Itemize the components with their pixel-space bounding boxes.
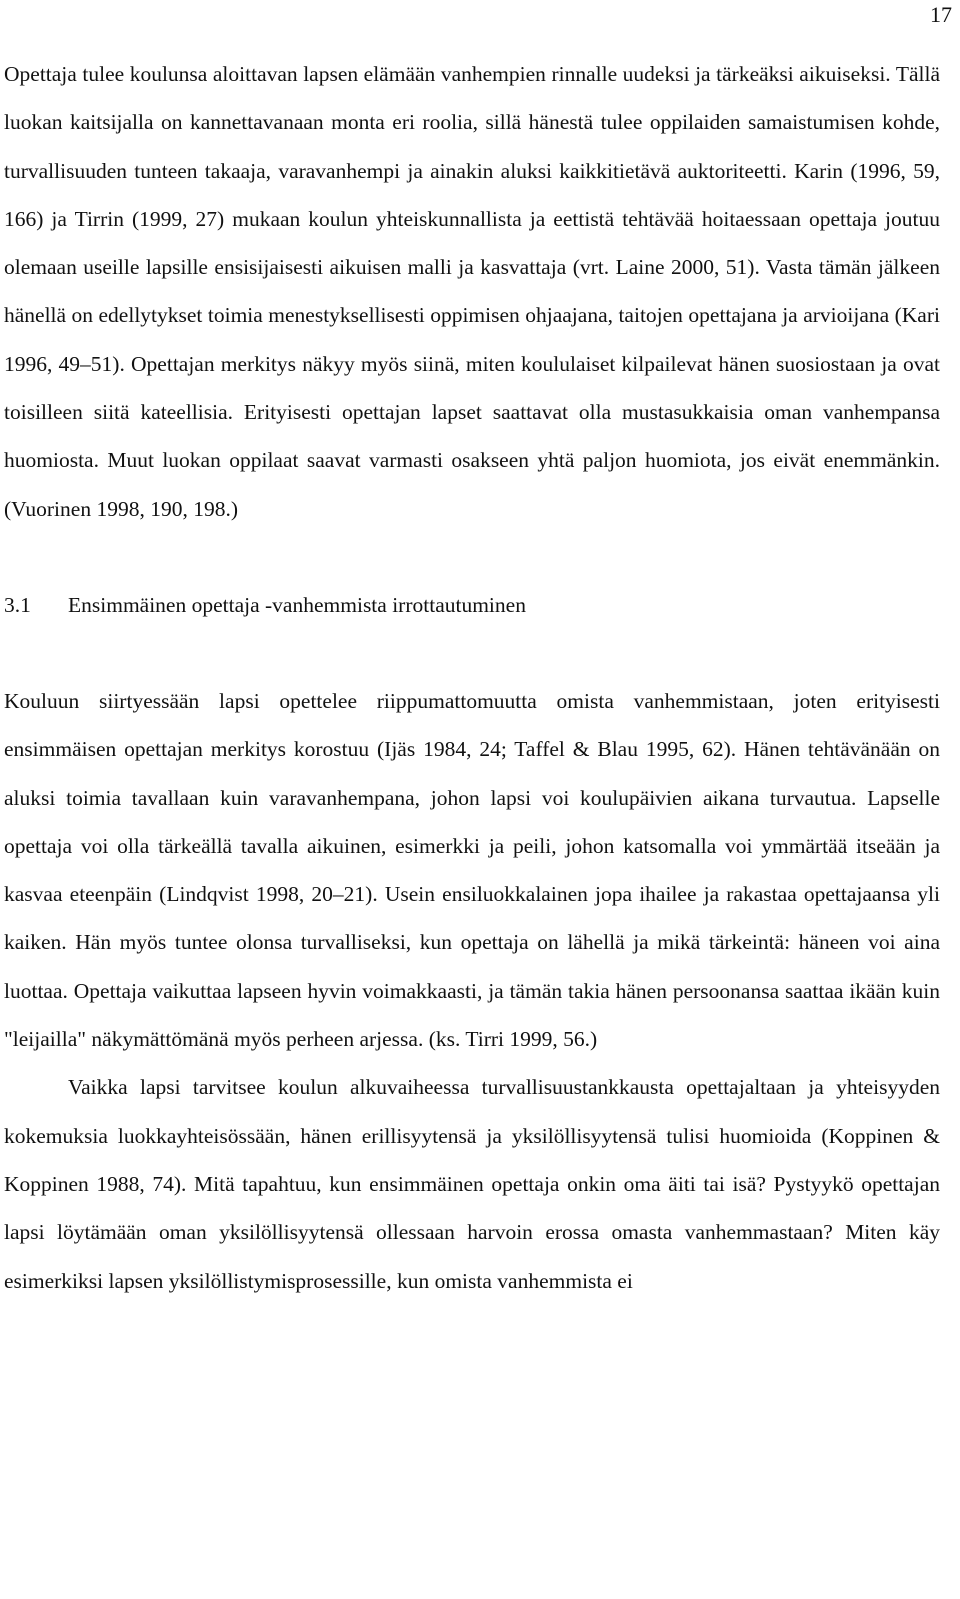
paragraph-2: Kouluun siirtyessään lapsi opettelee riippumattomuutta omista vanhemmistaan, joten erityisesti ensimmäisen opettajan merkitys korostuu (Ijäs 1984, 24; Taffel & Blau 1995, 62). Hänen tehtävänään on aluksi toimia tavallaan kuin varavanhempana, johon lapsi voi koulupäivien aikana turvautua. Lapselle opettaja voi olla tärkeällä tavalla aikuinen, esimerkki ja peili, johon katsomalla voi ymmärtää itseään ja kasvaa eteenpäin (Lindqvist 1998, 20–21). Usein ensiluokkalainen jopa ihailee ja rakastaa opettajaansa yli kaiken. Hän myös tuntee olonsa turvalliseksi, kun opettaja on lähellä ja mikä tärkeintä: häneen voi aina luottaa. Opettaja vaikuttaa lapseen hyvin voimakkaasti, ja tämän takia hänen persoonansa saattaa ikään kuin "leijailla" näkymättömänä myös perheen arjessa. (ks. Tirri 1999, 56.)	[4, 688, 940, 1052]
paragraph-1: Opettaja tulee koulunsa aloittavan lapsen elämään vanhempien rinnalle uudeksi ja tärkeäksi aikuiseksi. Tällä luokan kaitsijalla on kannettavanaan monta eri roolia, sillä hänestä tulee oppilaiden samaistumisen kohde, turvallisuuden tunteen takaaja, varavanhempi ja ainakin aluksi kaikkitietävä auktoriteetti. Karin (1996, 59, 166) ja Tirrin (1999, 27) mukaan koulun yhteiskunnallista ja eettistä tehtävää hoitaessaan opettaja joutuu olemaan useille lapsille ensisijaisesti aikuisen malli ja kasvattaja (vrt. Laine 2000, 51). Vasta tämän jälkeen hänellä on edellytykset toimia menestyksellisesti oppimisen ohjaajana, taitojen opettajana ja arvioijana (Kari 1996, 49–51). Opettajan merkitys näkyy myös siinä, miten koululaiset kilpailevat hänen suosiostaan ja ovat toisilleen siitä kateellisia. Erityisesti opettajan lapset saattavat olla mustasukkaisia oman vanhempansa huomiosta. Muut luokan oppilaat saavat varmasti osakseen yhtä paljon huomiota, jos eivät enemmänkin. (Vuorinen 1998, 190, 198.)	[4, 62, 940, 521]
document-body	[4, 50, 940, 1305]
spacer	[4, 629, 940, 677]
section-number: 3.1	[4, 592, 31, 617]
section-heading	[4, 581, 940, 629]
section-title: Ensimmäinen opettaja -vanhemmista irrottautuminen	[68, 592, 526, 617]
page-number: 17	[930, 2, 952, 27]
paragraph-3: Vaikka lapsi tarvitsee koulun alkuvaiheessa turvallisuustankkausta opettajaltaan ja yhteisyyden kokemuksia luokkayhteisössään, hänen erillisyytensä ja yksilöllisyytensä tulisi huomioida (Koppinen & Koppinen 1988, 74). Mitä tapahtuu, kun ensimmäinen opettaja onkin oma äiti tai isä? Pystyykö opettajan lapsi löytämään oman yksilöllisyytensä ollessaan harvoin erossa omasta vanhemmastaan? Miten käy esimerkiksi lapsen yksilöllistymisprosessille, kun omista vanhemmista ei	[4, 1075, 940, 1293]
spacer	[4, 533, 940, 581]
